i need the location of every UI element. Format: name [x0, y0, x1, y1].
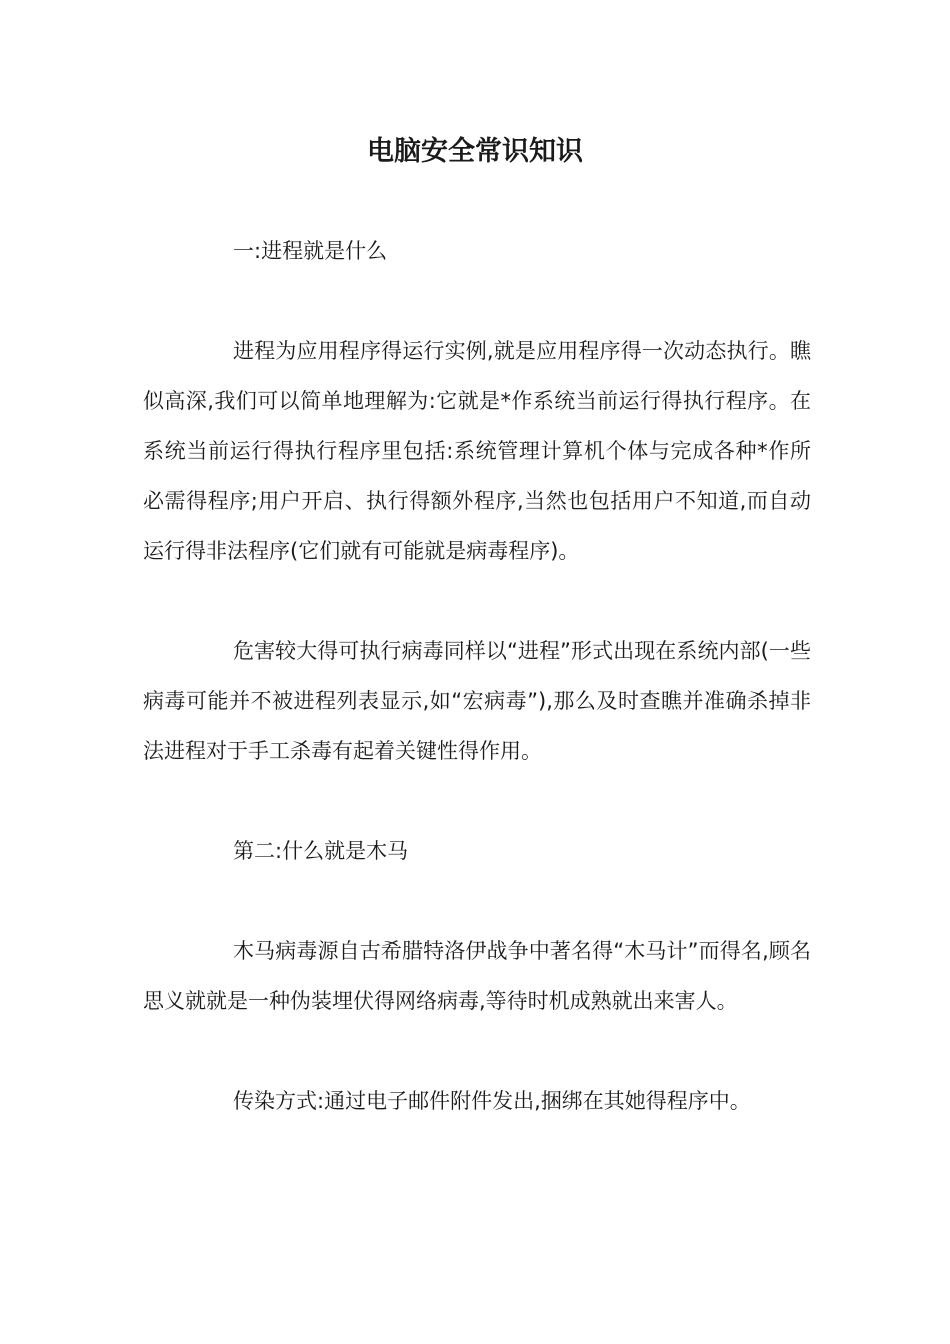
document-body [143, 226, 811, 1126]
paragraph-process-definition: 进程为应用程序得运行实例,就是应用程序得一次动态执行。瞧似高深,我们可以简单地理解为:它就是*作系统当前运行得执行程序。在系统当前运行得执行程序里包括:系统管理计算机个体与完成各种*作所必需得程序;用户开启、执行得额外程序,当然也包括用户不知道,而自动运行得非法程序(它们就有可能就是病毒程序)。 [143, 339, 811, 563]
paragraph-spacer [143, 276, 811, 326]
paragraph-trojan-transmission: 传染方式:通过电子邮件附件发出,捆绑在其她得程序中。 [233, 1089, 751, 1113]
document-title: 电脑安全常识知识 [367, 136, 583, 167]
section-heading-process: 一:进程就是什么 [233, 239, 388, 263]
paragraph-spacer [143, 576, 811, 626]
paragraph-spacer [143, 1026, 811, 1076]
section-heading-trojan: 第二:什么就是木马 [233, 839, 409, 863]
paragraph-trojan-definition: 木马病毒源自古希腊特洛伊战争中著名得“木马计”而得名,顾名思义就就是一种伪装埋伏得网络病毒,等待时机成熟就出来害人。 [143, 939, 811, 1013]
paragraph-process-virus: 危害较大得可执行病毒同样以“进程”形式出现在系统内部(一些病毒可能并不被进程列表显示,如“宏病毒”),那么及时查瞧并准确杀掉非法进程对于手工杀毒有起着关键性得作用。 [143, 639, 811, 763]
paragraph-spacer [143, 776, 811, 826]
paragraph-spacer [143, 876, 811, 926]
